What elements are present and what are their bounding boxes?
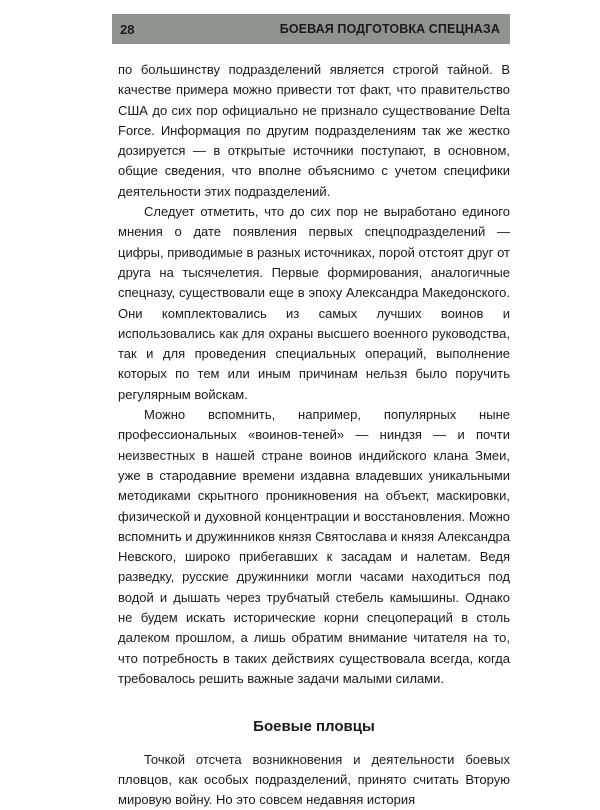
paragraph: Следует отметить, что до сих пор не выработано единого мнения о дате появления первых спецподразделений — цифры, приводимые в разных источниках, порой отстоят друг от друга на тысячелетия. Первые формирования, аналогичные спецназу, существовали еще в эпоху Александра Македонского. Они комплектовались из самых лучших воинов и использовались как для охраны высшего военного руководства, так и для проведения специальных операций, выполнение которых по тем или иным причинам нельзя было поручить регулярным войскам. <box>118 202 510 405</box>
section-heading: Боевые пловцы <box>118 717 510 737</box>
paragraph: Точкой отсчета возникновения и деятельности боевых пловцов, как особых подразделений, принято считать Вторую мировую войну. Но это совсем недавняя история <box>118 750 510 810</box>
paragraph: Можно вспомнить, например, популярных ныне профессиональных «воинов-теней» — ниндзя — и почти неизвестных в нашей стране воинов индийского клана Змеи, уже в стародавние времени издавна владевших уникальными методиками скрытного проникновения на объект, маскировки, физической и духовной концентрации и восстановления. Можно вспомнить и дружинников князя Святослава и князя Александра Невского, широко прибегавших к засадам и налетам. Ведя разведку, русские дружинники могли часами находиться под водой и дышать через трубчатый стебель камышины. Однако не будем искать исторические корни спецопераций в столь далеком прошлом, а лишь обратим внимание читателя на то, что потребность в таких действиях существовала всегда, когда требовалось решить важные задачи малыми силами. <box>118 405 510 689</box>
running-header <box>112 14 510 44</box>
paragraph: по большинству подразделений является строгой тайной. В качестве примера можно привести тот факт, что правительство США до сих пор официально не признало существование Delta Force. Информация по другим подразделениям так же жестко дозируется — в открытые источники поступают, в основном, общие сведения, что вполне объяснимо с учетом специфики деятельности этих подразделений. <box>118 60 510 202</box>
page-number: 28 <box>120 22 134 37</box>
body-text <box>118 60 510 810</box>
running-title: БОЕВАЯ ПОДГОТОВКА СПЕЦНАЗА <box>280 22 500 36</box>
